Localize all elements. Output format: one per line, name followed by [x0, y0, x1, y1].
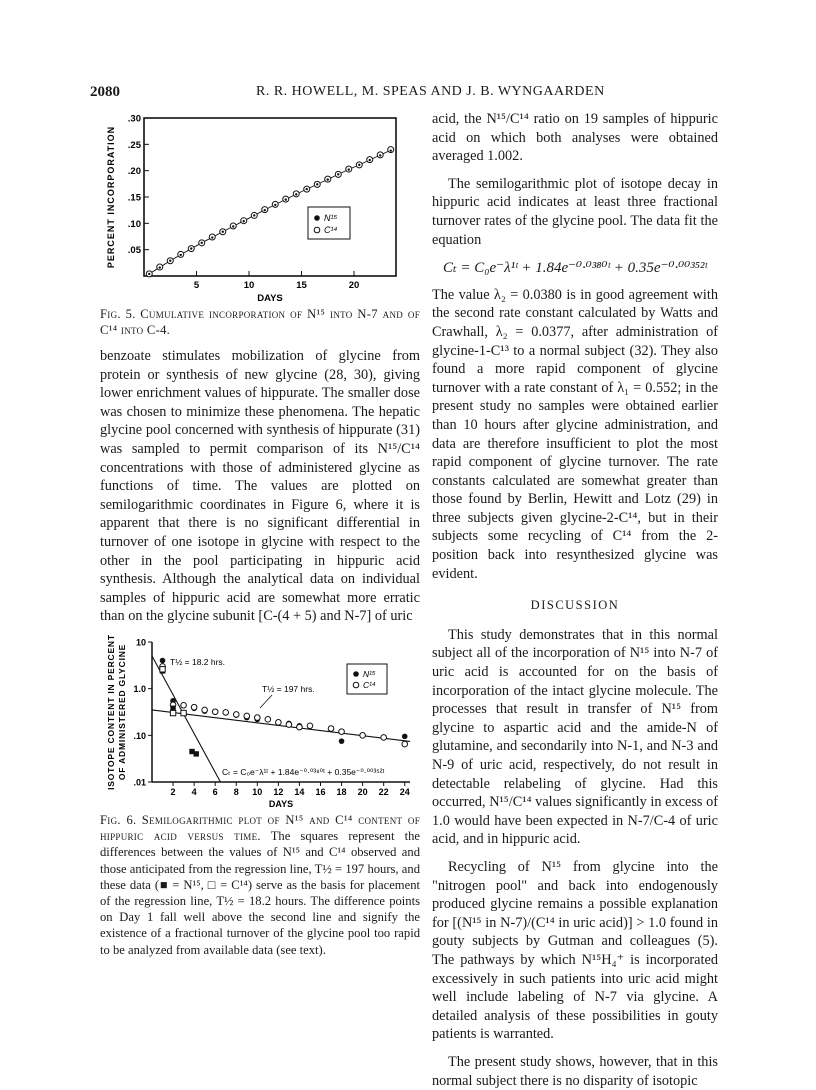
- c14-point: [402, 741, 408, 747]
- y-tick-label: .15: [127, 192, 141, 204]
- x-tick-label: 24: [399, 787, 410, 797]
- incorporation-curve: [149, 150, 391, 274]
- x-tick-label: 16: [315, 787, 326, 797]
- n15-point: [201, 242, 203, 244]
- c14-point: [276, 720, 282, 726]
- n15-point: [316, 183, 318, 185]
- n15-point: [148, 273, 150, 275]
- y-tick-label: 10: [135, 637, 146, 648]
- running-header-authors: R. R. HOWELL, M. SPEAS AND J. B. WYNGAARDEN: [256, 84, 605, 99]
- legend-n15-label: N¹⁵: [363, 669, 376, 679]
- x-tick-label: 8: [233, 787, 239, 797]
- n15-point: [274, 204, 276, 206]
- c14-point: [265, 717, 271, 723]
- n15-point: [253, 214, 255, 216]
- c14-difference-point: [170, 710, 175, 715]
- left-column-text: [100, 347, 420, 626]
- c14-point: [244, 713, 250, 719]
- c14-point: [191, 704, 197, 710]
- figure-5-caption: [100, 306, 420, 338]
- c14-point: [181, 703, 187, 709]
- y-tick-label: .10: [133, 730, 146, 741]
- c14-point: [202, 707, 208, 713]
- n15-point: [379, 154, 381, 156]
- x-tick-label: 12: [273, 787, 284, 797]
- x-tick-label: 4: [191, 787, 197, 797]
- x-tick-label: 15: [296, 280, 307, 291]
- y-tick-label: .01: [133, 777, 146, 788]
- c14-point: [339, 729, 345, 735]
- n15-point: [160, 658, 166, 664]
- n15-point: [222, 231, 224, 233]
- figure-6-chart: [100, 634, 420, 812]
- c14-point: [286, 722, 292, 728]
- legend-n15-label: N¹⁵: [324, 213, 338, 223]
- c14-point: [360, 733, 366, 739]
- n15-point: [295, 193, 297, 195]
- discussion-paragraph-3: The present study shows, however, that in this normal subject there is no disparity of isotopic: [432, 1053, 718, 1089]
- c14-point: [307, 723, 313, 729]
- legend-c14-marker: [353, 682, 359, 688]
- n15-point: [169, 260, 171, 262]
- n15-point: [264, 209, 266, 211]
- regression-line: [152, 710, 410, 741]
- figure-6-caption-head: Semilogarithmic plot of N¹⁵ and C¹⁴ content of hippuric acid versus time.: [100, 813, 420, 844]
- x-tick-label: 6: [212, 787, 218, 797]
- figure-5-caption-text: Cumulative incorporation of N¹⁵ into N-7 and of C¹⁴ into C-4.: [100, 307, 420, 338]
- y-tick-label: .05: [127, 245, 141, 257]
- c14-point: [381, 735, 387, 741]
- n15-point: [159, 266, 161, 268]
- n15-point: [358, 164, 360, 166]
- x-tick-label: 20: [357, 787, 368, 797]
- section-title-discussion: DISCUSSION: [530, 598, 620, 613]
- n15-point: [190, 247, 192, 249]
- n15-point: [243, 220, 245, 222]
- right-paragraph-2: The semilogarithmic plot of isotope decay in hippuric acid indicates at least three fractional turnover rates of the glycine pool. The data fit the equation: [432, 175, 718, 248]
- n15-point: [180, 254, 182, 256]
- legend-c14-label: C¹⁴: [324, 225, 338, 235]
- c14-point: [297, 724, 303, 730]
- c14-point: [212, 709, 218, 715]
- right-paragraph-1: acid, the N¹⁵/C¹⁴ ratio on 19 samples of hippuric acid on which both analyses were obtained averaged 1.002.: [432, 111, 718, 165]
- n15-point: [402, 734, 408, 740]
- x-tick-label: 18: [336, 787, 347, 797]
- x-tick-label: 5: [193, 280, 200, 291]
- n15-point: [306, 188, 308, 190]
- c14-difference-point: [160, 667, 165, 672]
- right-paragraph-3: The value λ₂ = 0.0380 is in good agreement with the second rate constant calculated by Watts and Crawhall, λ₂ = 0.0377, after administration of glycine-1-C¹³ to a normal subject (32). They also found a more rapid component of glycine turnover with a rate constant of λ₁ = 0.552; in the present study no samples were obtained earlier than 10 hours after glycine administration, and data are therefore insufficient to plot the most rapid component of glycine turnover. The rate constants calculated are somewhat greater than those found by Berlin, Hewitt and Lotz (29) in three subjects given glycine-2-C¹⁴, but in their subjects some recycling of C¹⁴ from the 2-position back into resynthesized glycine was evident.: [432, 286, 718, 582]
- annotation-fast-half-life: T½ = 18.2 hrs.: [170, 657, 226, 667]
- c14-point: [328, 726, 334, 732]
- n15-point: [327, 178, 329, 180]
- n15-point: [369, 159, 371, 161]
- n15-point: [211, 236, 213, 238]
- legend-c14-label: C¹⁴: [363, 680, 376, 690]
- annotation-pointer: [260, 695, 272, 708]
- y-axis-label-line1: ISOTOPE CONTENT IN PERCENT: [106, 634, 116, 790]
- c14-difference-point: [181, 710, 186, 715]
- c14-point: [255, 715, 261, 721]
- discussion-paragraph-1: This study demonstrates that in this normal subject all of the incorporation of N¹⁵ into N-7 of uric acid is accounted for on the basis of incorporation of the intact glycine molecule. The processes that result in transfer of N¹⁵ from glycine to aspartic acid and the amide-N of glutamine, and secondarily into N-1, and N-3 and N-9 of uric acid, respectively, do not result in detectable relabeling of glycine. Had this occurred, N¹⁵/C¹⁴ values significantly in excess of 1.0 would have been expected in N-7/C-4 of uric acid, and in hippuric acid.: [432, 626, 718, 848]
- x-tick-label: 10: [243, 280, 255, 291]
- y-tick-label: .20: [127, 166, 141, 178]
- y-tick-label: 1.0: [133, 684, 146, 695]
- figure-6-caption-text: The squares represent the differences between the values of N¹⁵ and C¹⁴ observed and those anticipated from the regression line, T½ = 197 hours, and these data (■ = N¹⁵, □ = C¹⁴) serve as the basis for placement of the regression line, T½ = 18.2 hours. The difference points on Day 1 fall well above the second line and signify the existence of a fractional turnover of the glycine pool too rapid to be analyzed from available data (see text).: [100, 829, 420, 957]
- y-tick-label: .10: [127, 218, 141, 230]
- x-axis-label: DAYS: [268, 799, 294, 809]
- y-tick-label: .25: [127, 139, 141, 151]
- x-tick-label: 20: [348, 280, 360, 291]
- n15-point: [390, 149, 392, 151]
- legend-n15-marker: [314, 215, 320, 221]
- left-paragraph: benzoate stimulates mobilization of glycine from protein or synthesis of new glycine (28, 30), giving lower enrichment values of hippurate. The smaller dose was chosen to minimize these phenomena. The hepatic glycine pool concerned with synthesis of hippurate (31) was sampled to permit comparison of its N¹⁵/C¹⁴ concentrations with those of administered glycine as functions of time. The values are plotted on semilogarithmic coordinates in Figure 6, where it is apparent that there is no significant differential in turnover of one isotope in glycine with respect to the other in the pool participating in hippuric acid synthesis. Although the analytical data on individual samples of hippuric acid are somewhat more erratic than on the glycine subunit [C-(4 + 5) and N-7] of uric: [100, 348, 420, 625]
- n15-difference-point: [194, 751, 199, 756]
- n15-point: [337, 173, 339, 175]
- figure-6-label: Fig. 6.: [100, 813, 137, 827]
- right-column-text: [432, 110, 718, 1090]
- legend-c14-marker: [314, 227, 320, 233]
- x-tick-label: 10: [252, 787, 263, 797]
- regression-line: [152, 656, 220, 782]
- n15-point: [348, 168, 350, 170]
- y-axis-label: PERCENT INCORPORATION: [106, 125, 116, 269]
- figure-6-caption: [100, 812, 420, 958]
- legend-n15-marker: [353, 671, 359, 677]
- n15-point: [339, 738, 345, 744]
- x-axis-label: DAYS: [257, 293, 283, 304]
- x-tick-label: 22: [378, 787, 389, 797]
- discussion-paragraph-2: Recycling of N¹⁵ from glycine into the "nitrogen pool" and back into endogenously produced glycine remains a possible explanation for [(N¹⁵ in N-7)/(C¹⁴ in uric acid)] > 1.0 found in gouty subjects by Gutman and colleagues (5). The pathways by which N¹⁵H₄⁺ is incorporated excessively in such patients into uric acid might well include labeling of N-7 via glycine. A detailed analysis of these possibilities in gouty patients is warranted.: [432, 858, 718, 1043]
- n15-point: [285, 198, 287, 200]
- y-axis-label-line2: OF ADMINISTERED GLYCINE: [117, 643, 127, 781]
- figure-5-chart: [100, 104, 420, 309]
- c14-point: [223, 710, 229, 716]
- n15-point: [232, 225, 234, 227]
- annotation-slow-half-life: T½ = 197 hrs.: [262, 684, 315, 694]
- figure-5-label: Fig. 5.: [100, 307, 136, 321]
- c14-point: [233, 712, 239, 718]
- x-tick-label: 2: [170, 787, 176, 797]
- page-number: 2080: [90, 84, 120, 100]
- turnover-equation: Cₜ = C₀e⁻λ¹ᵗ + 1.84e⁻⁰·⁰³⁸⁰ᵗ + 0.35e⁻⁰·⁰⁰³⁵²ᵗ: [442, 260, 708, 277]
- x-tick-label: 14: [294, 787, 305, 797]
- y-tick-label: .30: [127, 113, 141, 125]
- fig6-equation: Cₜ = C₀e⁻λ¹ᵗ + 1.84e⁻⁰·⁰³⁸⁰ᵗ + 0.35e⁻⁰·⁰⁰³⁵²ᵗ: [222, 767, 385, 777]
